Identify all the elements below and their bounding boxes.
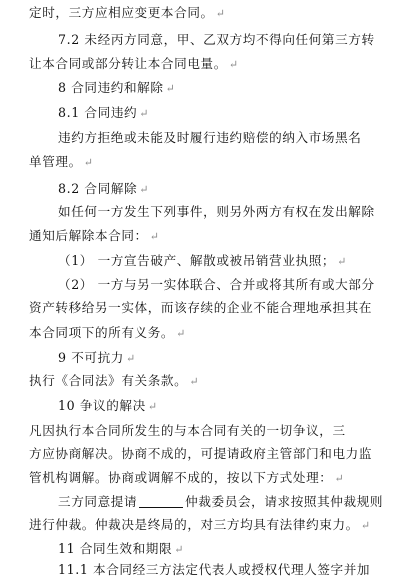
- paragraph-mark-icon: ↵: [147, 400, 158, 413]
- text-line-3: [29, 56, 238, 73]
- text-line-13: [29, 300, 372, 316]
- line-text: 定时，三方应相应变更本合同。: [29, 5, 214, 20]
- list-item-2: [58, 277, 375, 293]
- text-line-6: [58, 130, 361, 146]
- line-text: 8 合同违约和解除: [58, 80, 164, 95]
- line-text: 进行仲裁。仲裁决是终局的，对三方均具有法律约束力。: [29, 517, 359, 532]
- line-text: 8.1 合同违约: [58, 105, 138, 120]
- text-line-22: [29, 517, 370, 534]
- paragraph-mark-icon: ↵: [165, 82, 175, 95]
- paragraph-mark-icon: ↵: [174, 543, 184, 556]
- text-line-21: [58, 494, 383, 510]
- section-heading-9: [58, 350, 135, 367]
- text-line-7: [29, 154, 93, 171]
- paragraph-mark-icon: ↵: [176, 327, 186, 340]
- line-text: 管机构调解。协商或调解不成的，按以下方式处理：: [29, 470, 333, 485]
- line-text: 10 争议的解决: [58, 398, 146, 413]
- text-line-1: [29, 5, 225, 22]
- line-text: 让本合同或部分转让本合同电量。: [29, 56, 227, 71]
- line-text: 11.1 本合同经三方法定代表人或授权代理人签字并加: [58, 562, 371, 577]
- paragraph-mark-icon: ↵: [189, 375, 199, 388]
- line-text: （2） 一方与另一实体联合、合并或将其所有或大部分: [58, 277, 375, 292]
- list-item-1: [58, 253, 346, 270]
- paragraph-mark-icon: ↵: [337, 255, 347, 268]
- paragraph-mark-icon: ↵: [228, 58, 239, 71]
- line-text: 执行《合同法》有关条款。: [29, 373, 188, 388]
- line-text: 本合同项下的所有义务。: [29, 325, 175, 340]
- line-text: 方应协商解决。协商不成的，可提请政府主管部门和电力监: [29, 446, 373, 461]
- section-heading-11-1: [58, 562, 370, 578]
- section-heading-8-1: [58, 105, 148, 122]
- section-heading-8-2: [58, 181, 148, 198]
- section-heading-10: [58, 398, 157, 415]
- text-line-19: [29, 446, 372, 462]
- line-text-before-blank: 三方同意提请: [58, 494, 138, 509]
- line-text: 单管理。: [29, 154, 82, 169]
- line-text: （1） 一方宣告破产、解散或被吊销营业执照；: [58, 253, 336, 268]
- line-text: 8.2 合同解除: [58, 181, 138, 196]
- text-line-18: [29, 423, 346, 439]
- paragraph-mark-icon: ↵: [360, 519, 371, 532]
- section-heading-8: [58, 80, 175, 97]
- paragraph-mark-icon: ↵: [334, 472, 344, 485]
- text-line-2: [58, 32, 375, 48]
- text-line-9: [58, 204, 375, 220]
- line-text: 9 不可抗力: [58, 350, 124, 365]
- text-line-14: [29, 325, 185, 342]
- line-text: 如任何一方发生下列事件，则另外两方有权在发出解除: [58, 204, 375, 219]
- text-line-10: [29, 228, 159, 245]
- paragraph-mark-icon: ↵: [215, 7, 225, 20]
- paragraph-mark-icon: ↵: [149, 230, 159, 243]
- fill-in-blank: [139, 495, 183, 508]
- paragraph-mark-icon: ↵: [83, 156, 93, 169]
- line-text: 资产转移给另一实体，而该存续的企业不能合理地承担其在: [29, 300, 373, 315]
- line-text-after-blank: 仲裁委员会，请求按照其仲裁规则: [185, 494, 384, 509]
- text-line-20: [29, 470, 344, 487]
- paragraph-mark-icon: ↵: [126, 352, 136, 365]
- line-text: 7.2 未经丙方同意，甲、乙双方均不得向任何第三方转: [58, 32, 375, 47]
- line-text: 通知后解除本合同：: [29, 228, 148, 243]
- paragraph-mark-icon: ↵: [139, 107, 149, 120]
- text-line-16: [29, 373, 199, 390]
- line-text: 违约方拒绝或未能及时履行违约赔偿的纳入市场黑名: [58, 130, 362, 145]
- paragraph-mark-icon: ↵: [139, 183, 149, 196]
- line-text: 凡因执行本合同所发生的与本合同有关的一切争议，三: [29, 423, 346, 438]
- section-heading-11: [58, 541, 183, 558]
- line-text: 11 合同生效和期限: [58, 541, 173, 556]
